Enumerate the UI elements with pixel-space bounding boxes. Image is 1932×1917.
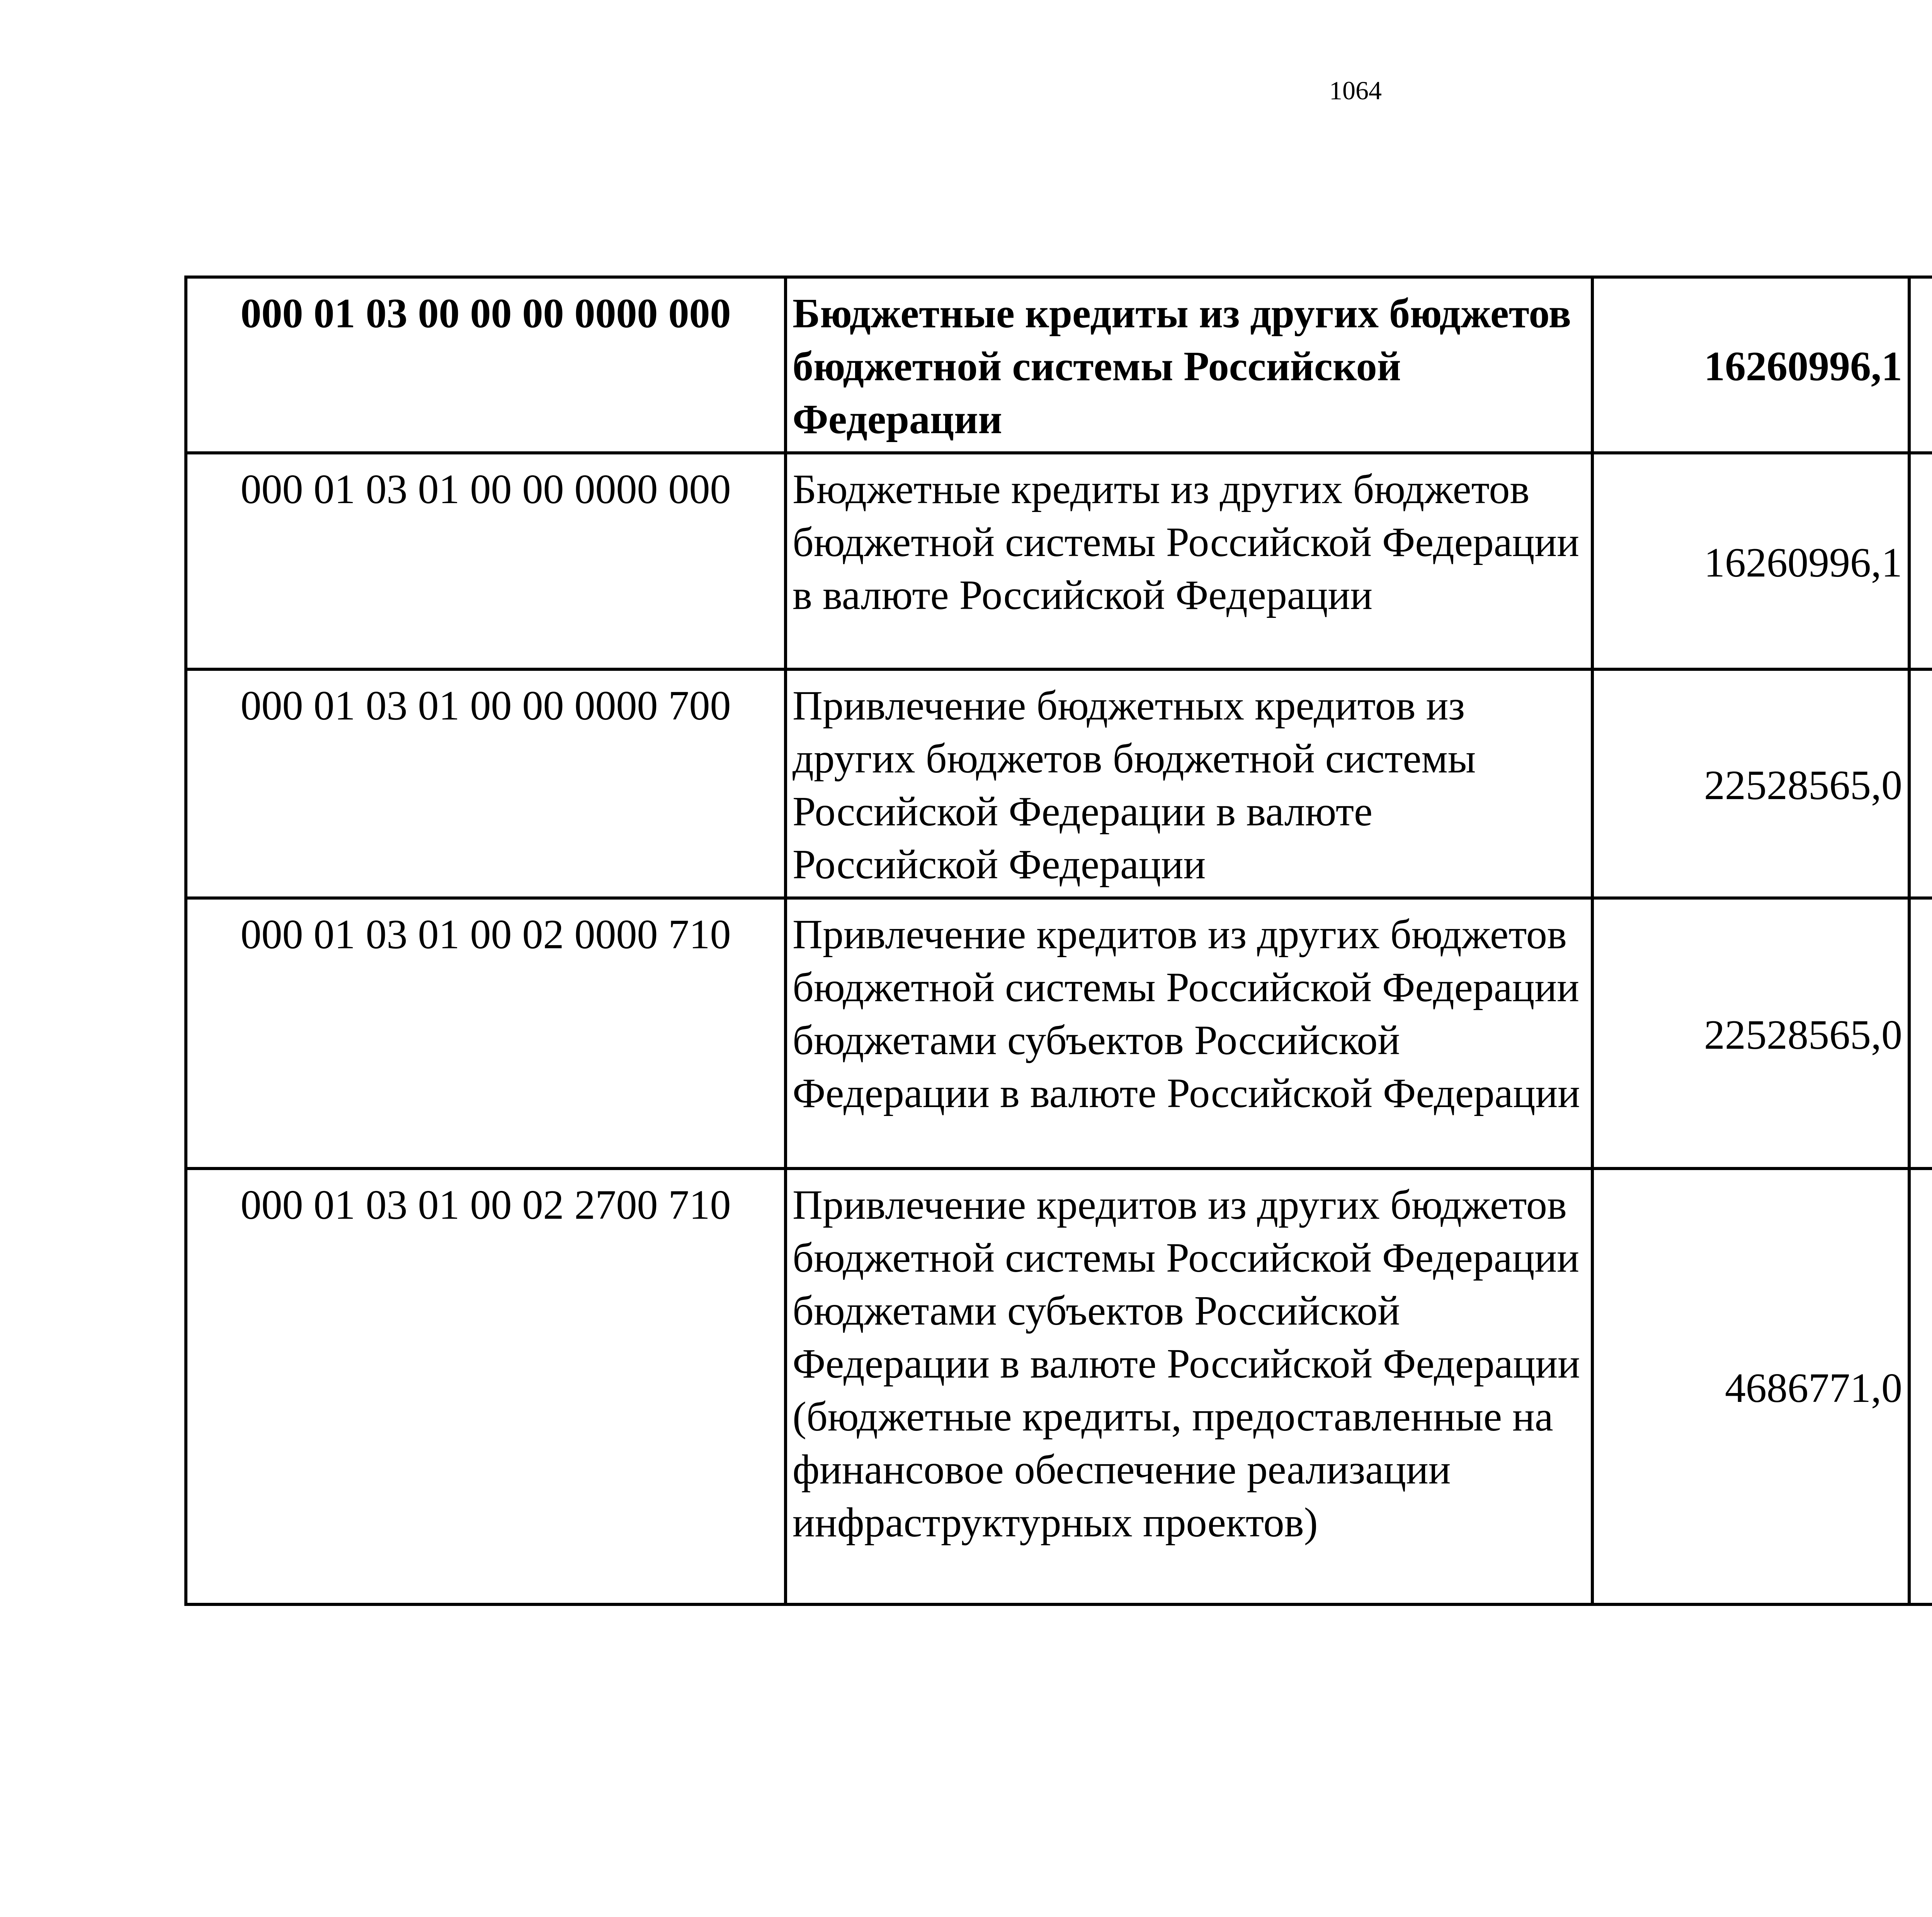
table-row: [186, 277, 1932, 453]
budget-code-cell: 000 01 03 01 00 00 0000 700: [186, 669, 786, 898]
table-row: [186, 453, 1932, 669]
table-row: [186, 669, 1932, 898]
budget-code-cell: 000 01 03 01 00 02 2700 710: [186, 1169, 786, 1604]
source-name-cell: Бюджетные кредиты из других бюджетов бюджетной системы Российской Федерации в валюте Российской Федерации: [786, 453, 1592, 669]
amount-year1-cell: 22528565,0: [1592, 669, 1909, 898]
amount-year1-cell: 16260996,1: [1592, 277, 1909, 453]
budget-code-cell: 000 01 03 00 00 00 0000 000: [186, 277, 786, 453]
budget-code-cell: 000 01 03 01 00 02 0000 710: [186, 898, 786, 1169]
source-name-cell: Привлечение бюджетных кредитов из других бюджетов бюджетной системы Российской Федерации в валюте Российской Федерации: [786, 669, 1592, 898]
amount-year2-cell: [1909, 898, 1932, 1169]
amount-year1-cell: 4686771,0: [1592, 1169, 1909, 1604]
budget-code-cell: 000 01 03 01 00 00 0000 000: [186, 453, 786, 669]
amount-year1-cell: 16260996,1: [1592, 453, 1909, 669]
source-name-cell: Бюджетные кредиты из других бюджетов бюджетной системы Российской Федерации: [786, 277, 1592, 453]
amount-year2-cell: [1909, 453, 1932, 669]
source-name-cell: Привлечение кредитов из других бюджетов бюджетной системы Российской Федерации бюджетами субъектов Российской Федерации в валюте Российской Федерации: [786, 898, 1592, 1169]
table-row: [186, 898, 1932, 1169]
amount-year2-cell: [1909, 669, 1932, 898]
source-name-cell: Привлечение кредитов из других бюджетов бюджетной системы Российской Федерации бюджетами субъектов Российской Федерации в валюте Российской Федерации (бюджетные кредиты, предоставленные на финансовое обеспечение реализации инфраструктурных проектов): [786, 1169, 1592, 1604]
table-row: [186, 1169, 1932, 1604]
amount-year2-cell: [1909, 1169, 1932, 1604]
budget-sources-table: [184, 276, 1932, 1606]
amount-year1-cell: 22528565,0: [1592, 898, 1909, 1169]
page-number: 1064: [1329, 76, 1382, 105]
amount-year2-cell: [1909, 277, 1932, 453]
